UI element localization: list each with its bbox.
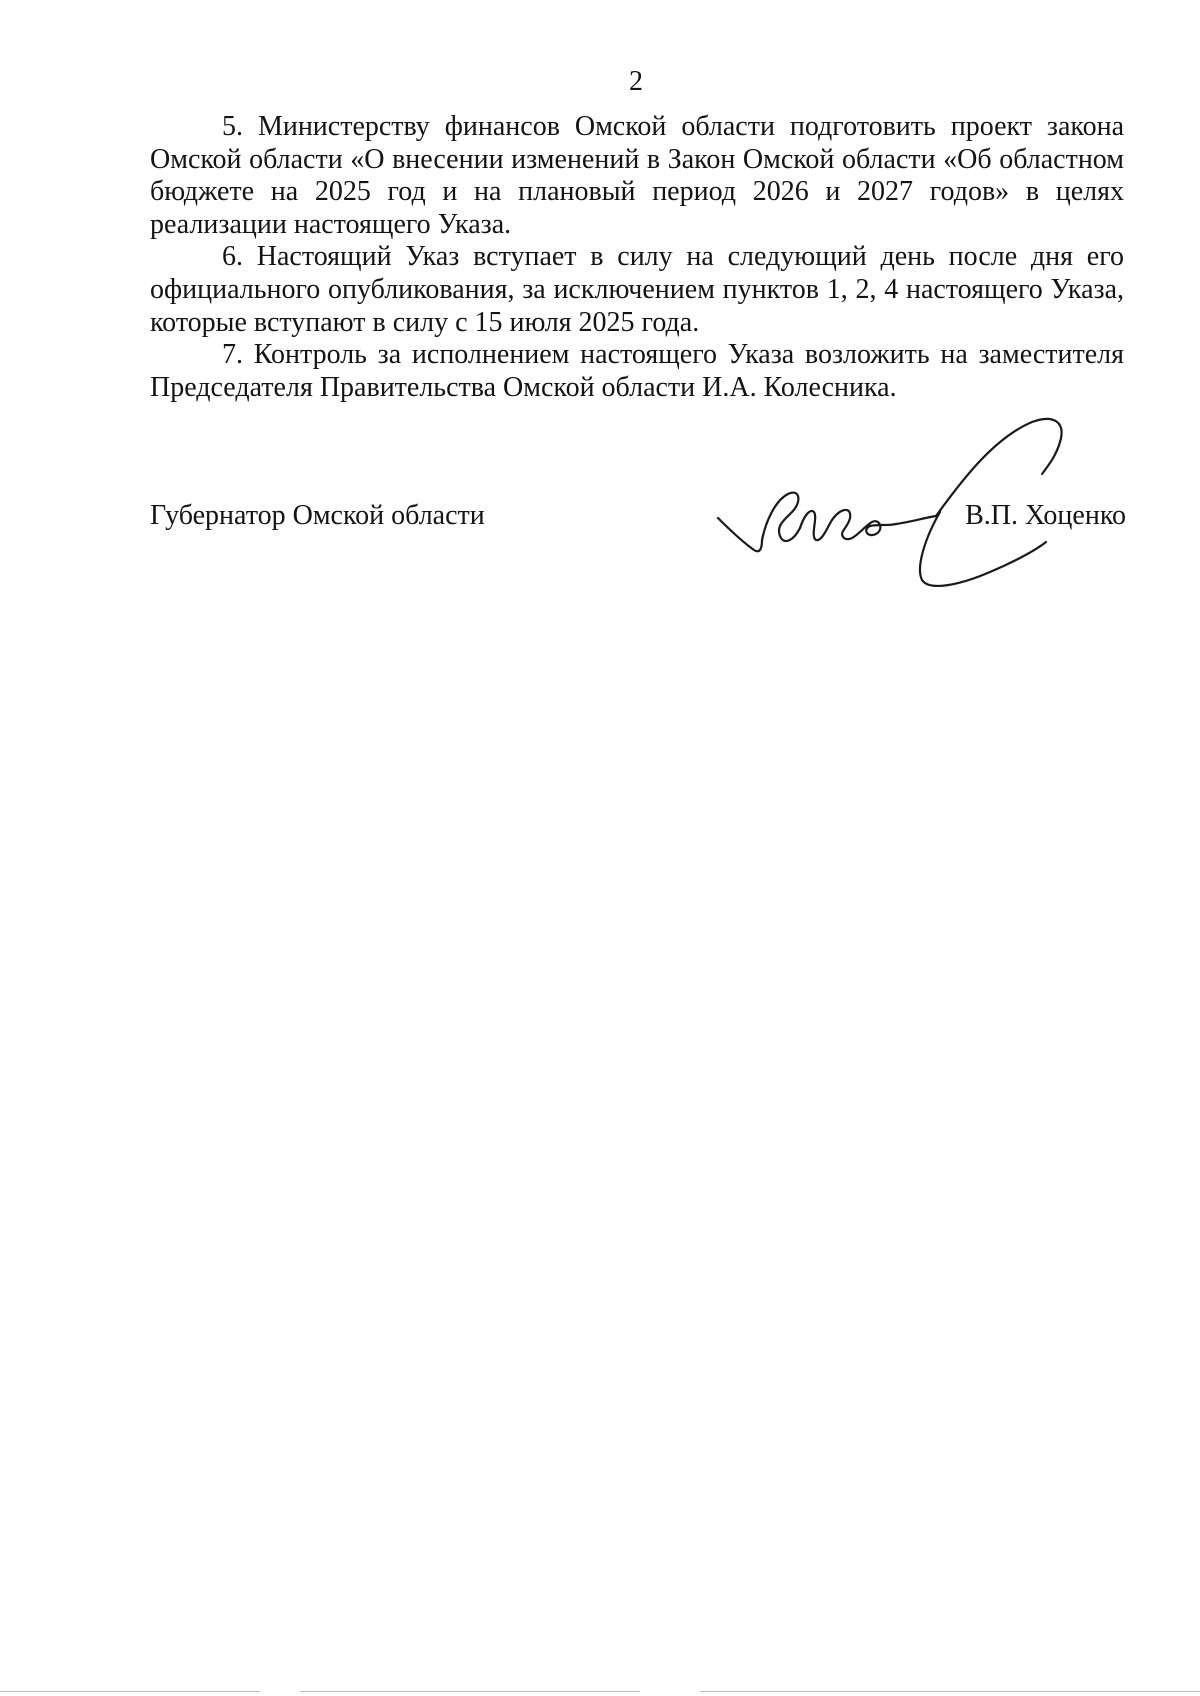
scan-edge-line (300, 1691, 640, 1692)
signature-block (150, 490, 1124, 610)
document-body (150, 111, 1124, 404)
scan-edge-line (0, 1691, 260, 1692)
page-number: 2 (629, 66, 643, 97)
scan-edge-line (700, 1691, 1200, 1692)
paragraph-6: 6. Настоящий Указ вступает в силу на следующий день после дня его официального опубликования, за исключением пунктов 1, 2, 4 настоящего Указа, которые вступают в силу с 15 июля 2025 года. (150, 241, 1124, 338)
signer-title: Губернатор Омской области (150, 500, 485, 531)
signer-name: В.П. Хоценко (965, 500, 1126, 531)
paragraph-7: 7. Контроль за исполнением настоящего Указа возложить на заместителя Председателя Правительства Омской области И.А. Колесника. (150, 339, 1124, 403)
paragraph-5: 5. Министерству финансов Омской области подготовить проект закона Омской области «О внесении изменений в Закон Омской области «Об областном бюджете на 2025 год и на плановый период 2026 и 2027 годов» в целях реализации настоящего Указа. (150, 111, 1124, 240)
